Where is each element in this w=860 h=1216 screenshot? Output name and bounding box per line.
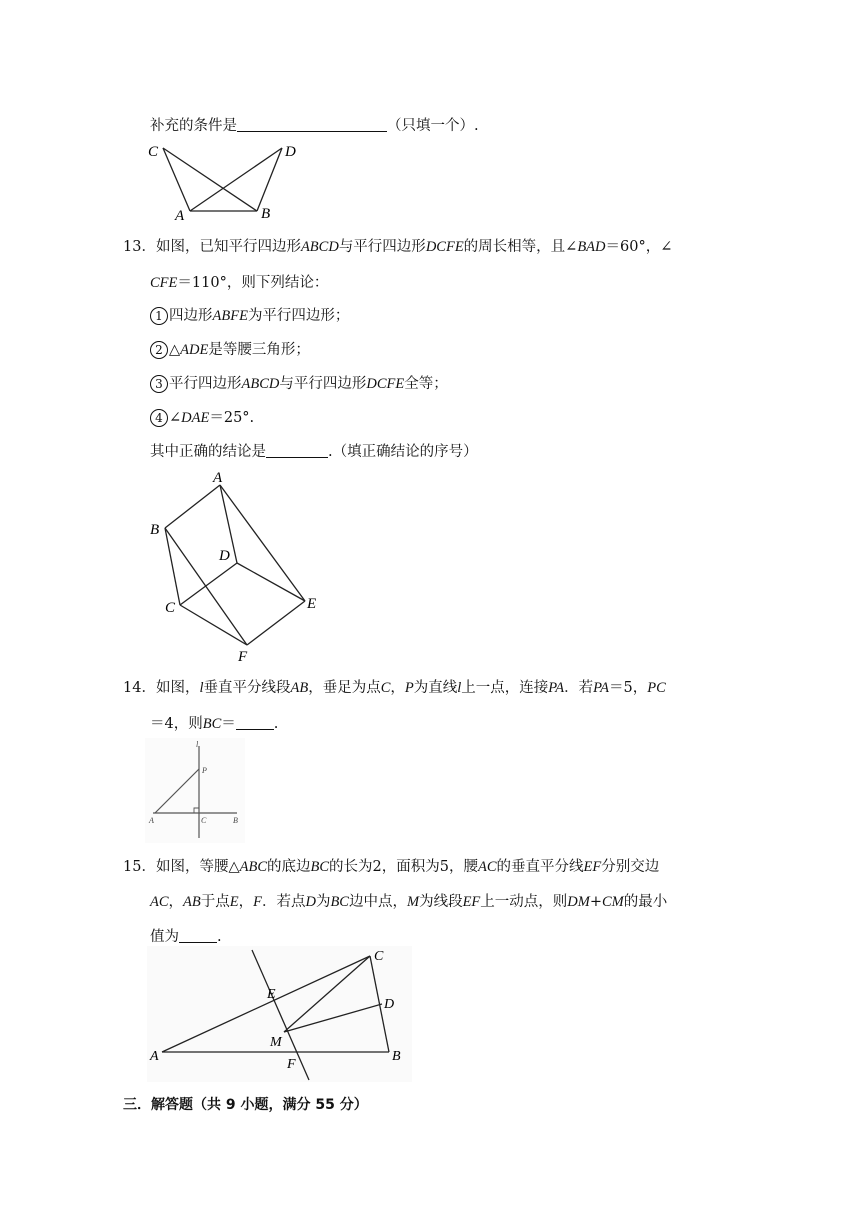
q14-var: PA — [593, 680, 609, 696]
q13-option-4 — [150, 406, 254, 427]
q13-text: 四边形 — [169, 308, 213, 324]
q14-line2 — [150, 712, 278, 733]
q13-option-3 — [150, 372, 448, 393]
q15-answer-blank[interactable] — [179, 928, 217, 943]
option-number-3: 3 — [150, 375, 168, 393]
q12-seg-DB — [257, 148, 282, 211]
q14-text: 垂直平分线段 — [203, 680, 291, 696]
q15-text: 的最小 — [623, 894, 668, 910]
q15-var: EF — [462, 894, 481, 910]
q15-text: 分别交边 — [601, 859, 660, 875]
q15-number: 15． — [123, 859, 156, 875]
q15-var: BC — [310, 859, 330, 875]
q12-text-pre: 补充的条件是 — [150, 118, 237, 134]
q15-var: ABC — [239, 859, 267, 875]
q13-seg-CD — [180, 563, 237, 605]
section-3-heading: 三．解答题（共 9 小题，满分 55 分） — [123, 1097, 368, 1113]
q12-label-A: A — [175, 208, 185, 222]
q13-label-C: C — [165, 600, 176, 616]
q13-var: ABCD — [300, 239, 339, 255]
q15-text: 的垂直平分线 — [496, 859, 584, 875]
q13-var: BAD — [577, 239, 606, 255]
q15-var: CM — [602, 894, 624, 910]
q13-figure — [145, 468, 320, 663]
q13-text: 全等； — [404, 376, 448, 392]
q13-label-D: D — [219, 548, 230, 564]
q13-var: DCFE — [366, 376, 405, 392]
q15-var: M — [406, 894, 420, 910]
q14-label-B: B — [233, 816, 238, 825]
q13-label-E: E — [307, 596, 317, 612]
q14-var: P — [404, 680, 414, 696]
q15-var: BC — [330, 894, 349, 910]
q15-label-D: D — [384, 997, 395, 1012]
q15-var: AB — [183, 894, 201, 910]
option-number-1: 1 — [150, 307, 168, 325]
q14-text: ＝5， — [608, 680, 648, 696]
q14-var: l — [199, 680, 204, 696]
q13-label-A: A — [213, 470, 223, 486]
q14-var: l — [457, 680, 462, 696]
q14-text: 上一点，连接 — [461, 680, 549, 696]
q15-text: . — [217, 929, 222, 945]
q13-seg-AB — [165, 485, 220, 528]
q15-var: E — [229, 894, 239, 910]
q15-label-E: E — [267, 987, 276, 1002]
q15-text: 如图，等腰△ — [155, 859, 240, 875]
q13-text: 其中正确的结论是 — [150, 444, 266, 460]
q13-seg-FC — [180, 605, 247, 645]
q13-text: △ — [169, 342, 181, 358]
q15-text: 值为 — [150, 929, 179, 945]
q13-label-F: F — [238, 649, 248, 663]
q15-label-C: C — [374, 949, 384, 964]
q15-text: 为 — [315, 894, 331, 910]
q14-answer-blank[interactable] — [236, 715, 274, 730]
q14-line1 — [123, 676, 666, 697]
q14-text: ＝ — [221, 716, 236, 732]
q15-line1 — [123, 855, 659, 876]
q13-text: 为平行四边形； — [247, 308, 350, 324]
q15-line3 — [150, 925, 222, 946]
option-number-2: 2 — [150, 341, 168, 359]
q14-label-l: l — [196, 740, 199, 749]
q15-figure — [147, 946, 412, 1082]
q15-label-F: F — [287, 1057, 296, 1072]
q15-var: AC — [477, 859, 497, 875]
q13-var: DAE — [181, 410, 210, 426]
q14-label-P: P — [202, 766, 207, 775]
q13-var: CFE — [150, 275, 178, 291]
q13-var: DCFE — [425, 239, 464, 255]
q12-figure — [145, 140, 310, 222]
q13-var: ABFE — [212, 308, 248, 324]
q15-var: DM — [567, 894, 590, 910]
q14-text: . — [273, 716, 279, 732]
q13-option-2 — [150, 338, 310, 359]
q14-label-A: A — [149, 816, 154, 825]
q15-text: 上一动点，则 — [480, 894, 568, 910]
q13-text: 平行四边形 — [169, 376, 242, 392]
q13-line1 — [123, 235, 672, 256]
q13-answer-line — [150, 440, 478, 461]
q13-seg-EF — [247, 601, 305, 645]
option-number-4: 4 — [150, 409, 168, 427]
q13-answer-blank[interactable] — [266, 443, 328, 458]
q15-text: 边中点， — [348, 894, 407, 910]
q12-text-post: （只填一个）. — [387, 118, 479, 134]
q13-text: 如图，已知平行四边形 — [155, 239, 301, 255]
q13-label-B: B — [150, 522, 160, 538]
q13-option-1 — [150, 304, 349, 325]
q13-line2 — [150, 271, 328, 292]
q14-var: AB — [290, 680, 309, 696]
q14-figure — [145, 738, 245, 843]
q12-seg-DA — [190, 148, 282, 211]
q14-text: ， — [390, 680, 405, 696]
q13-text: 是等腰三角形； — [208, 342, 310, 358]
q12-fill-line — [150, 114, 479, 135]
q14-text: 如图， — [155, 680, 200, 696]
q15-text: + — [589, 894, 603, 910]
q14-var: PC — [647, 680, 666, 696]
q14-text: 为直线 — [413, 680, 458, 696]
q14-text: ．若 — [564, 680, 594, 696]
q14-number: 14． — [123, 680, 156, 696]
q12-label-D: D — [285, 144, 296, 160]
q15-text: 的长为2，面积为5，腰 — [329, 859, 478, 875]
q15-label-A: A — [150, 1049, 159, 1064]
q13-text: ＝110°，则下列结论： — [177, 275, 329, 291]
q15-text: ， — [238, 894, 254, 910]
q13-seg-BF — [165, 528, 247, 645]
q13-text: ＝25°. — [209, 410, 255, 426]
q15-var: D — [305, 894, 316, 910]
q13-text: 的周长相等，且∠ — [463, 239, 578, 255]
q14-var: PA — [548, 680, 565, 696]
q15-label-B: B — [392, 1049, 401, 1064]
q12-label-C: C — [148, 144, 159, 160]
q12-answer-blank[interactable] — [237, 117, 387, 132]
q15-text: 于点 — [200, 894, 230, 910]
q13-text: 与平行四边形 — [279, 376, 367, 392]
q13-text: .（填正确结论的序号） — [328, 444, 478, 460]
q13-text: 与平行四边形 — [338, 239, 426, 255]
q15-var: F — [253, 894, 262, 910]
q15-label-M: M — [270, 1035, 282, 1050]
q13-text: ∠ — [169, 410, 182, 426]
q13-var: ADE — [180, 342, 209, 358]
q15-line2 — [150, 890, 667, 911]
q15-text: 的底边 — [267, 859, 311, 875]
q14-text: ＝4，则 — [150, 716, 203, 732]
q13-seg-DE — [237, 563, 305, 601]
q14-var: C — [380, 680, 391, 696]
q15-text: ．若点 — [261, 894, 306, 910]
q15-var: AC — [150, 894, 169, 910]
q13-number: 13． — [123, 239, 156, 255]
q15-text: ， — [168, 894, 184, 910]
q14-label-C: C — [201, 816, 207, 825]
q12-label-B: B — [261, 206, 271, 222]
q13-var: ABCD — [241, 376, 280, 392]
q15-var: EF — [583, 859, 602, 875]
q14-text: ，垂足为点 — [308, 680, 381, 696]
q15-text: 为线段 — [419, 894, 463, 910]
q14-var: BC — [202, 716, 222, 732]
q13-text: ＝60°，∠ — [605, 239, 673, 255]
